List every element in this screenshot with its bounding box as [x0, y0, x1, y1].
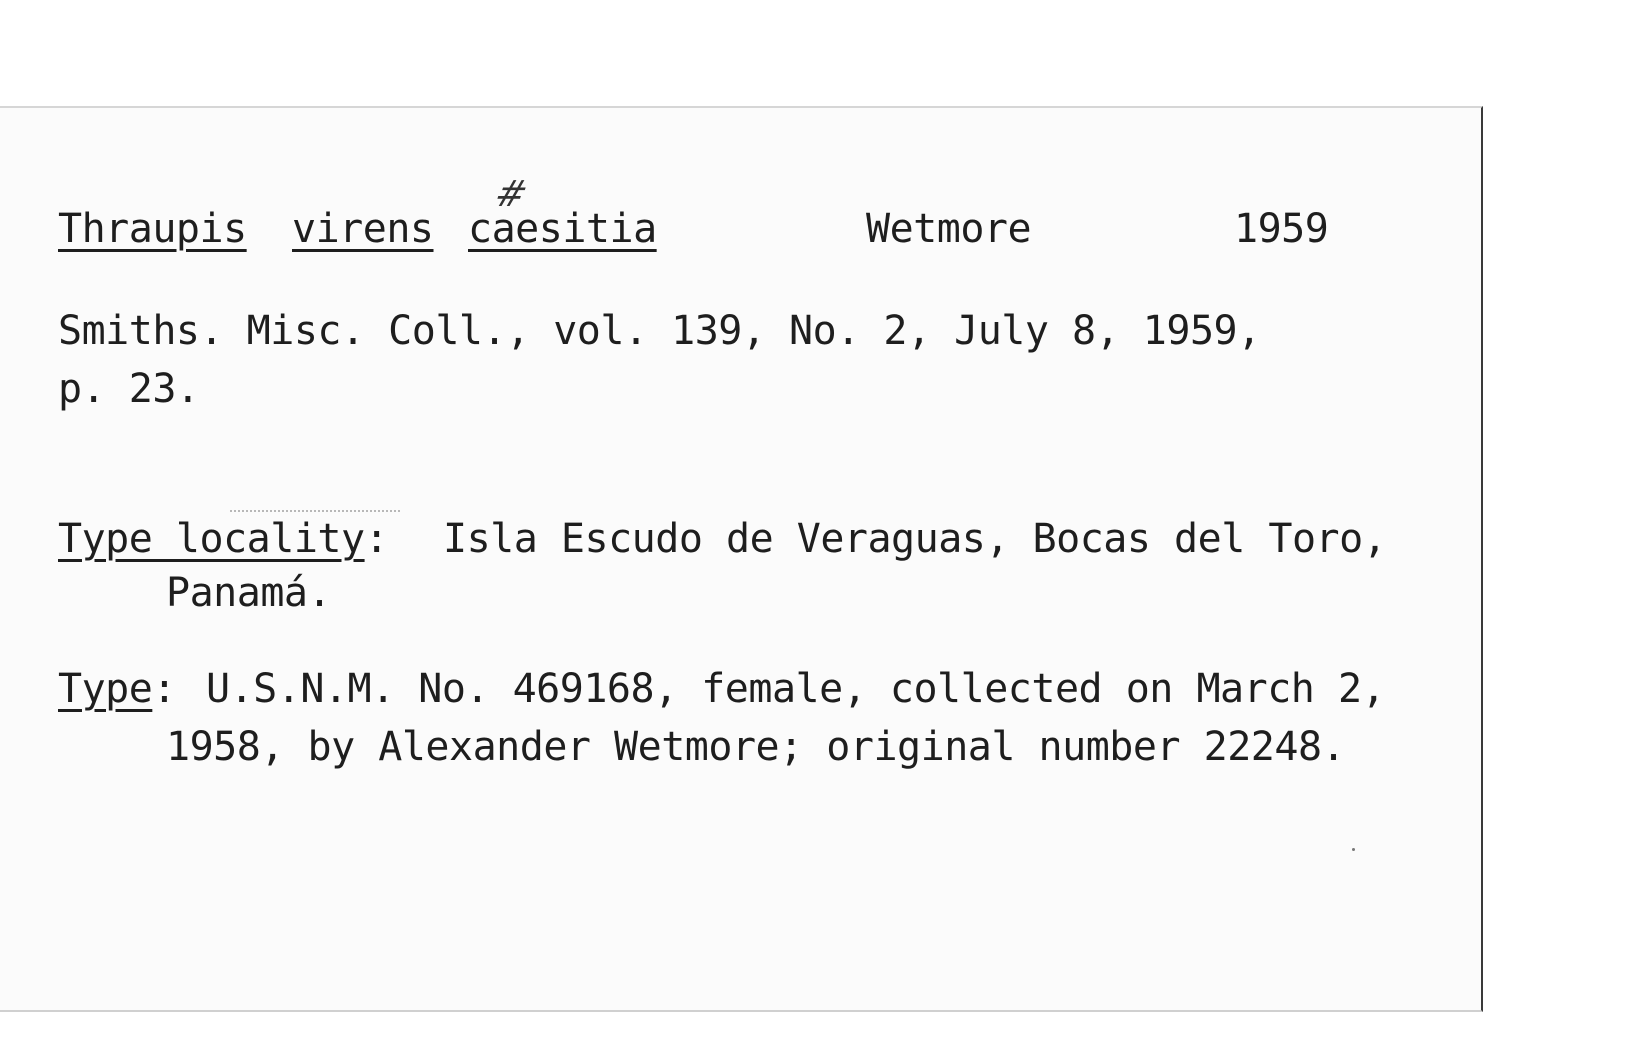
faint-dotted-mark: [230, 510, 400, 512]
type-locality-line-2: Panamá.: [166, 570, 332, 616]
paper-speck: [1352, 848, 1355, 851]
type-locality-heading: [58, 516, 388, 562]
type-locality-label: Type locality: [58, 516, 365, 562]
type-line-1: U.S.N.M. No. 469168, female, collected on March 2,: [206, 666, 1386, 712]
type-locality-separator: :: [364, 516, 389, 562]
author-name: Wetmore: [866, 206, 1032, 252]
citation-line-1: Smiths. Misc. Coll., vol. 139, No. 2, July 8, 1959,: [58, 308, 1261, 354]
species-name: virens: [292, 206, 434, 252]
type-line-2: 1958, by Alexander Wetmore; original number 22248.: [166, 724, 1346, 770]
handwritten-correction-mark: #: [489, 174, 533, 215]
citation-line-2: p. 23.: [58, 366, 200, 412]
index-card: [0, 106, 1483, 1012]
type-locality-line-1: Isla Escudo de Veraguas, Bocas del Toro,: [443, 516, 1387, 562]
subspecies-name: caesitia: [468, 206, 657, 252]
type-label: Type: [58, 666, 153, 712]
type-separator: :: [152, 666, 176, 712]
genus-name: Thraupis: [58, 206, 247, 252]
type-heading: [58, 666, 176, 712]
publication-year: 1959: [1234, 206, 1329, 252]
